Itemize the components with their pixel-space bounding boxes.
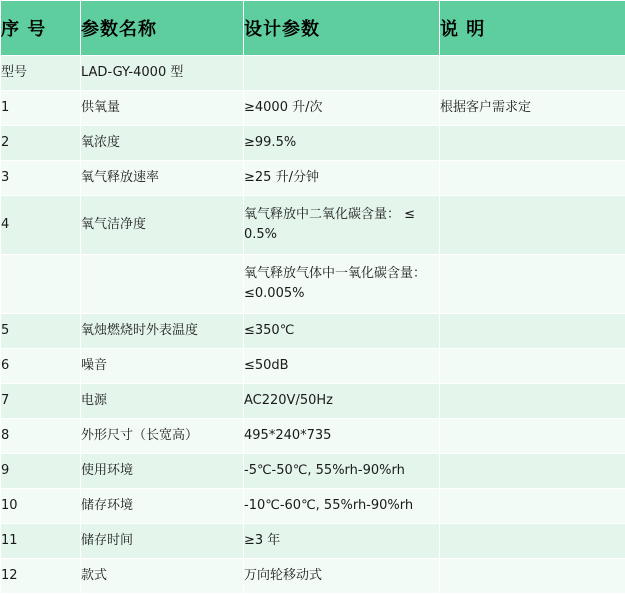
cell-parameter-name-text: 氧浓度	[81, 133, 243, 153]
cell-parameter-name-text: LAD-GY-4000 型	[81, 63, 243, 83]
table-row	[1, 56, 625, 91]
cell-design-parameter	[244, 196, 440, 255]
cell-index-text: 4	[1, 215, 80, 235]
cell-design-parameter-text: -5℃-50℃, 55%rh-90%rh	[244, 461, 439, 481]
cell-index-text: 2	[1, 133, 80, 153]
cell-description	[440, 454, 625, 489]
cell-design-parameter	[244, 161, 440, 196]
table-row	[1, 419, 625, 454]
cell-design-parameter	[244, 489, 440, 524]
table-row	[1, 489, 625, 524]
cell-description	[440, 126, 625, 161]
cell-parameter-name	[81, 314, 244, 349]
cell-parameter-name-text: 外形尺寸（长宽高）	[81, 426, 243, 446]
cell-parameter-name-text: 款式	[81, 566, 243, 586]
column-header-design-parameter: 设计参数	[244, 1, 440, 56]
cell-index-text: 7	[1, 391, 80, 411]
cell-design-parameter	[244, 454, 440, 489]
table-header-row	[1, 1, 625, 56]
cell-index-text: 3	[1, 168, 80, 188]
table-row	[1, 126, 625, 161]
table-row	[1, 559, 625, 594]
cell-index	[1, 419, 81, 454]
cell-index	[1, 454, 81, 489]
cell-design-parameter	[244, 314, 440, 349]
table-row	[1, 255, 625, 314]
cell-design-parameter	[244, 559, 440, 594]
cell-description	[440, 349, 625, 384]
cell-description	[440, 91, 625, 126]
cell-design-parameter	[244, 524, 440, 559]
cell-index-text: 12	[1, 566, 80, 586]
table-row	[1, 454, 625, 489]
cell-parameter-name-text: 储存环境	[81, 496, 243, 516]
cell-index-text: 8	[1, 426, 80, 446]
cell-design-parameter-text: 万向轮移动式	[244, 566, 439, 586]
cell-design-parameter-text: ≥3 年	[244, 531, 439, 551]
cell-design-parameter-text: 495*240*735	[244, 426, 439, 446]
table-body	[1, 56, 625, 594]
cell-parameter-name	[81, 524, 244, 559]
cell-index	[1, 349, 81, 384]
cell-design-parameter-text: AC220V/50Hz	[244, 391, 439, 411]
cell-parameter-name-text: 供氧量	[81, 98, 243, 118]
cell-parameter-name	[81, 126, 244, 161]
cell-index	[1, 56, 81, 91]
table-row	[1, 196, 625, 255]
cell-description	[440, 56, 625, 91]
cell-index	[1, 255, 81, 314]
cell-index	[1, 559, 81, 594]
cell-parameter-name	[81, 454, 244, 489]
cell-index	[1, 314, 81, 349]
cell-index-text: 11	[1, 531, 80, 551]
cell-parameter-name-text: 氧气洁净度	[81, 215, 243, 235]
cell-design-parameter-text: ≥4000 升/次	[244, 98, 439, 118]
cell-index	[1, 126, 81, 161]
cell-index	[1, 524, 81, 559]
cell-description	[440, 489, 625, 524]
cell-index	[1, 91, 81, 126]
table-row	[1, 91, 625, 126]
cell-design-parameter	[244, 91, 440, 126]
cell-design-parameter	[244, 255, 440, 314]
cell-design-parameter	[244, 419, 440, 454]
cell-parameter-name-text: 电源	[81, 391, 243, 411]
cell-design-parameter	[244, 56, 440, 91]
cell-index	[1, 489, 81, 524]
cell-design-parameter-text: ≥99.5%	[244, 133, 439, 153]
cell-description	[440, 196, 625, 255]
cell-parameter-name	[81, 91, 244, 126]
table-row	[1, 161, 625, 196]
cell-index-text: 型号	[1, 63, 80, 83]
cell-description	[440, 314, 625, 349]
cell-parameter-name-text: 噪音	[81, 356, 243, 376]
cell-parameter-name-text: 氧烛燃烧时外表温度	[81, 321, 243, 341]
cell-parameter-name	[81, 489, 244, 524]
cell-design-parameter-text: 氧气释放气体中一氧化碳含量：≤0.005%	[244, 264, 439, 304]
cell-index-text: 6	[1, 356, 80, 376]
cell-design-parameter-text: ≤50dB	[244, 356, 439, 376]
cell-parameter-name	[81, 349, 244, 384]
cell-parameter-name	[81, 384, 244, 419]
cell-design-parameter-text: -10℃-60℃, 55%rh-90%rh	[244, 496, 439, 516]
cell-parameter-name	[81, 196, 244, 255]
cell-parameter-name	[81, 419, 244, 454]
cell-index-text: 5	[1, 321, 80, 341]
column-header-parameter-name: 参数名称	[81, 1, 244, 56]
cell-design-parameter-text: ≥25 升/分钟	[244, 168, 439, 188]
table-row	[1, 314, 625, 349]
cell-index-text: 1	[1, 98, 80, 118]
cell-description	[440, 255, 625, 314]
table-row	[1, 384, 625, 419]
cell-description	[440, 419, 625, 454]
cell-design-parameter-text: ≤350℃	[244, 321, 439, 341]
cell-description-text: 根据客户需求定	[440, 98, 625, 118]
cell-description	[440, 384, 625, 419]
cell-parameter-name	[81, 161, 244, 196]
cell-index-text: 10	[1, 496, 80, 516]
table-row	[1, 524, 625, 559]
cell-parameter-name	[81, 56, 244, 91]
cell-parameter-name-text: 储存时间	[81, 531, 243, 551]
column-header-index: 序 号	[1, 1, 81, 56]
cell-design-parameter	[244, 126, 440, 161]
cell-index	[1, 384, 81, 419]
cell-design-parameter	[244, 349, 440, 384]
cell-design-parameter	[244, 384, 440, 419]
cell-design-parameter-text: 氧气释放中二氧化碳含量： ≤ 0.5%	[244, 205, 439, 245]
cell-index-text: 9	[1, 461, 80, 481]
table-row	[1, 349, 625, 384]
cell-parameter-name	[81, 559, 244, 594]
cell-index	[1, 196, 81, 255]
table-header	[1, 1, 625, 56]
cell-parameter-name	[81, 255, 244, 314]
cell-description	[440, 161, 625, 196]
cell-description	[440, 559, 625, 594]
cell-description	[440, 524, 625, 559]
column-header-description: 说 明	[440, 1, 625, 56]
cell-index	[1, 161, 81, 196]
cell-parameter-name-text: 氧气释放速率	[81, 168, 243, 188]
cell-parameter-name-text: 使用环境	[81, 461, 243, 481]
